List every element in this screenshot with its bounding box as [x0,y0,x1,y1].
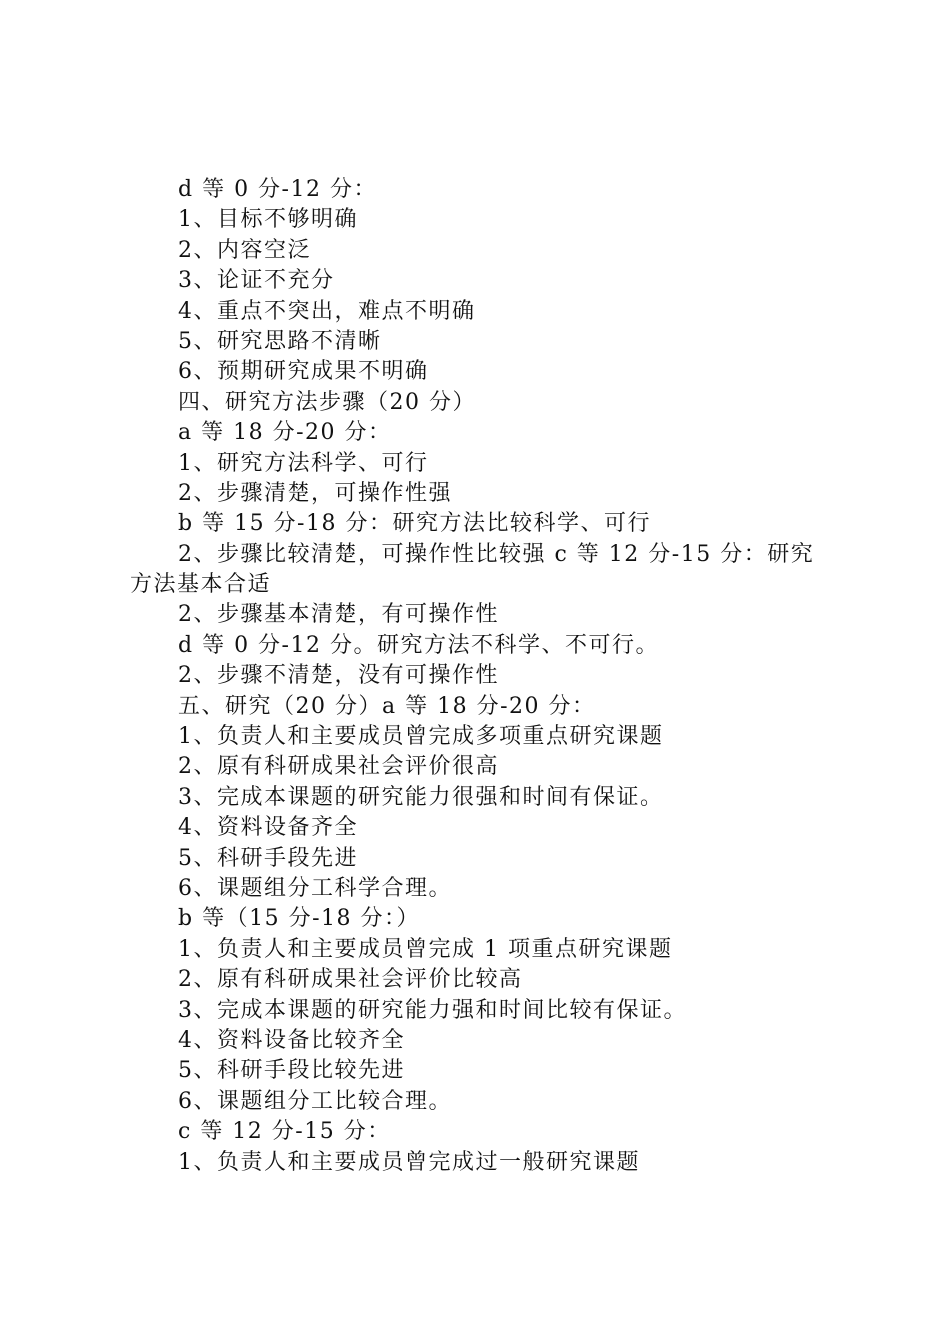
text-line: 2、步骤清楚，可操作性强 [178,480,452,506]
text-line: 2、步骤基本清楚，有可操作性 [178,602,499,628]
text-line: 五、研究（20 分）a 等 18 分-20 分： [178,693,596,719]
text-line: 2、步骤不清楚，没有可操作性 [178,663,499,689]
text-line: b 等 15 分-18 分：研究方法比较科学、可行 [178,511,651,537]
text-line: 四、研究方法步骤（20 分） [178,389,476,415]
text-line: 1、负责人和主要成员曾完成过一般研究课题 [178,1149,640,1175]
text-line: d 等 0 分-12 分。研究方法不科学、不可行。 [178,632,659,658]
text-line: 3、完成本课题的研究能力很强和时间有保证。 [178,784,664,810]
text-line: 方法基本合适 [130,572,272,598]
text-line: 6、课题组分工比较合理。 [178,1088,452,1114]
text-line: 2、原有科研成果社会评价很高 [178,754,499,780]
text-line: 4、资料设备比较齐全 [178,1027,405,1053]
text-line: 6、预期研究成果不明确 [178,359,429,385]
text-line: 5、科研手段先进 [178,845,358,871]
text-line: 3、完成本课题的研究能力强和时间比较有保证。 [178,997,687,1023]
text-line: 2、步骤比较清楚，可操作性比较强 c 等 12 分-15 分：研究 [178,541,815,567]
text-line: 1、研究方法科学、可行 [178,450,429,476]
text-line: 3、论证不充分 [178,268,335,294]
text-line: 5、研究思路不清晰 [178,328,382,354]
text-line: 1、目标不够明确 [178,207,358,233]
text-line: 4、资料设备齐全 [178,815,358,841]
text-line: a 等 18 分-20 分： [178,420,392,446]
text-line: d 等 0 分-12 分： [178,177,377,202]
text-line: 1、负责人和主要成员曾完成 1 项重点研究课题 [178,936,673,962]
text-line: 1、负责人和主要成员曾完成多项重点研究课题 [178,724,664,750]
document-body [130,175,835,1178]
text-line: 2、原有科研成果社会评价比较高 [178,967,523,993]
text-line: b 等（15 分-18 分：） [178,906,420,932]
text-line: c 等 12 分-15 分： [178,1119,391,1145]
text-line: 5、科研手段比较先进 [178,1058,405,1084]
text-line: 2、内容空泛 [178,237,311,263]
text-line: 6、课题组分工科学合理。 [178,875,452,901]
text-line: 4、重点不突出，难点不明确 [178,298,476,324]
